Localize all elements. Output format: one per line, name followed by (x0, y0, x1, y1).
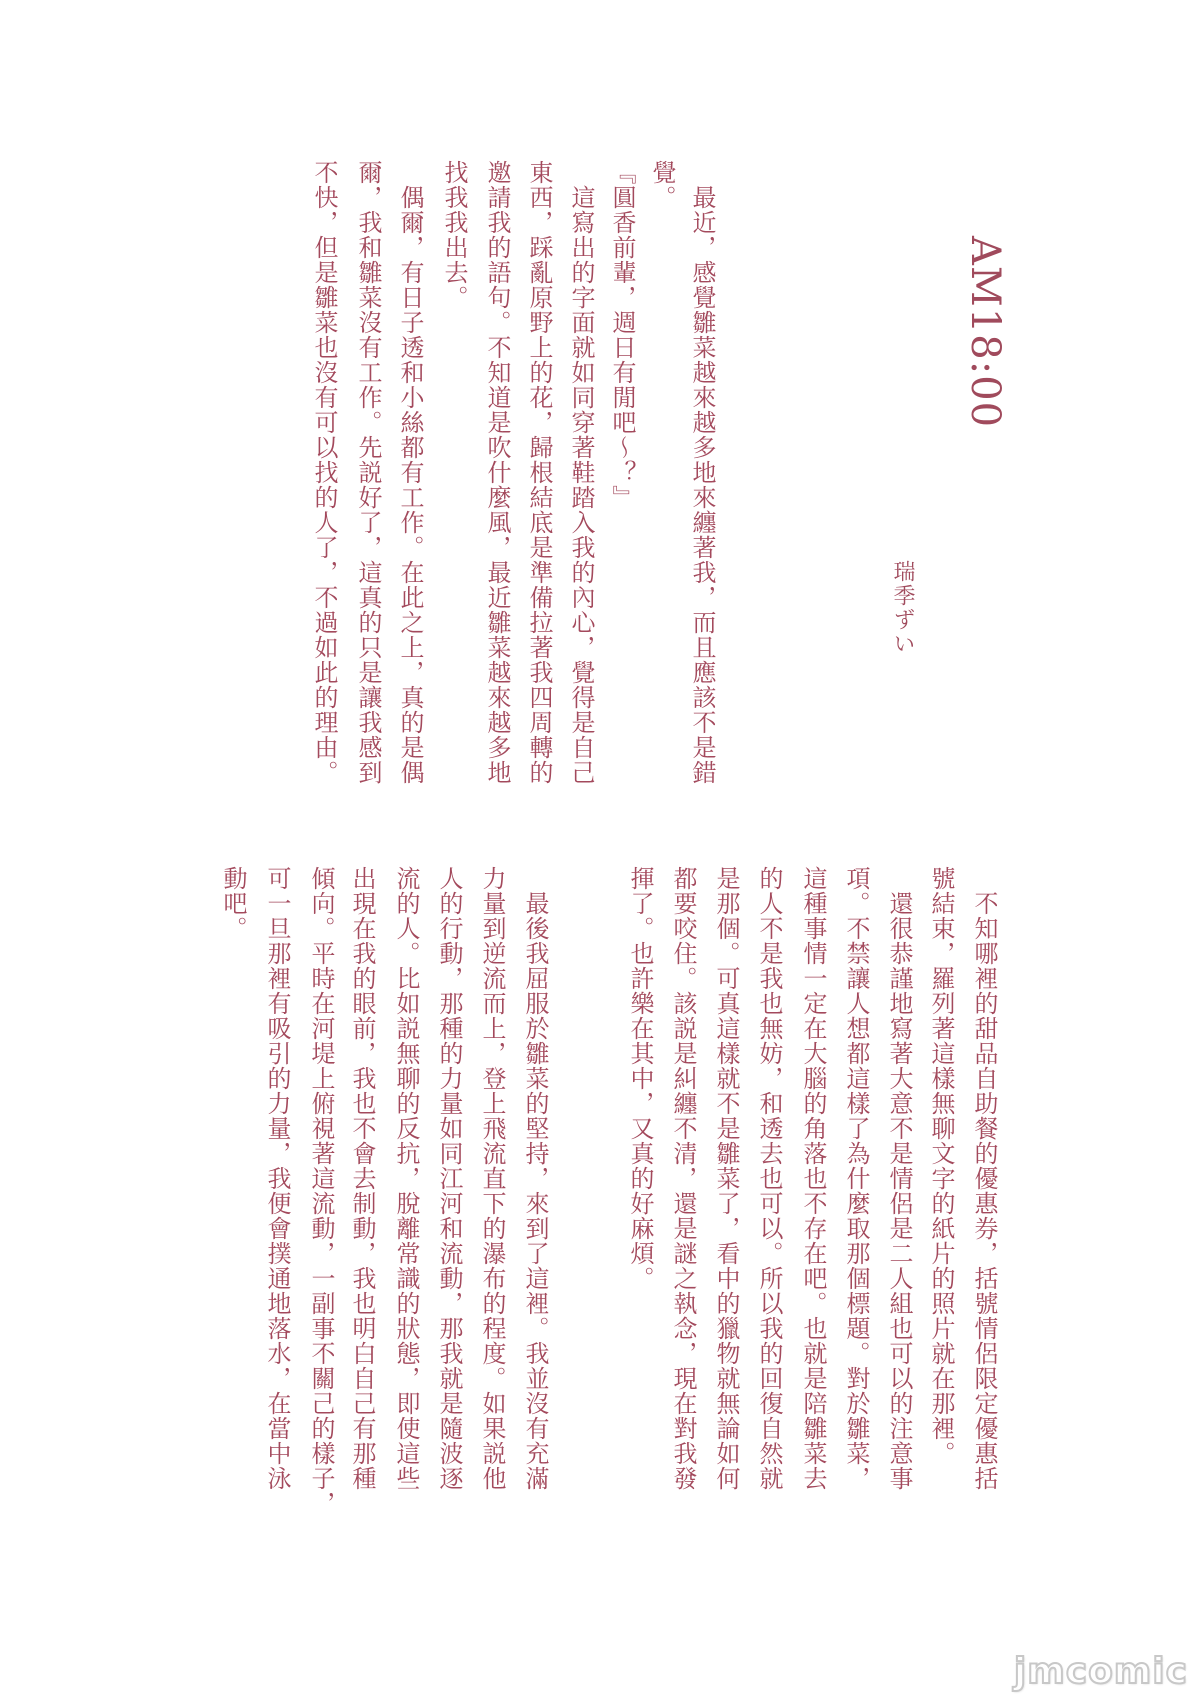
author-name: 瑞季ずい (890, 560, 915, 656)
text-column: 這種事情一定在大腦的角落也不存在吧。也就是陪雛菜去 (799, 866, 827, 1491)
text-column: 找我我出去。 (440, 160, 468, 310)
text-column: 邀請我的語句。不知道是吹什麼風，最近雛菜越來越多地 (483, 160, 511, 785)
text-column: 東西，踩亂原野上的花，歸根結底是準備拉著我四周轉的 (525, 160, 553, 785)
chapter-title: AM18:00 (962, 236, 1008, 429)
text-column: 偶爾，有日子透和小絲都有工作。在此之上，真的是偶 (396, 160, 424, 785)
text-column: 『圓香前輩，週日有閒吧～？』 (608, 160, 636, 510)
text-column: 爾，我和雛菜沒有工作。先説好了，這真的只是讓我感到 (354, 160, 382, 785)
text-column: 可一旦那裡有吸引的力量，我便會撲通地落水，在當中泳 (263, 866, 291, 1491)
text-column: 傾向。平時在河堤上俯視著這流動，一副事不關己的樣子， (307, 866, 335, 1516)
text-column: 動吧。 (219, 866, 247, 941)
text-column: 不快，但是雛菜也沒有可以找的人了，不過如此的理由。 (310, 160, 338, 785)
text-column: 最近，感覺雛菜越來越多地來纏著我，而且應該不是錯 (688, 160, 716, 785)
text-column: 都要咬住。該説是糾纏不清，還是謎之執念，現在對我發 (669, 866, 697, 1491)
text-column: 揮了。也許樂在其中，又真的好麻煩。 (626, 866, 654, 1291)
text-column: 不知哪裡的甜品自助餐的優惠券，括號情侶限定優惠括 (970, 866, 998, 1491)
text-column: 項。不禁讓人想都這樣了為什麼取那個標題。對於雛菜， (842, 866, 870, 1491)
text-column: 最後我屈服於雛菜的堅持，來到了這裡。我並沒有充滿 (521, 866, 549, 1491)
text-column: 力量到逆流而上，登上飛流直下的瀑布的程度。如果説他 (478, 866, 506, 1491)
text-column: 是那個。可真這樣就不是雛菜了，看中的獵物就無論如何 (712, 866, 740, 1491)
text-column: 號結束，羅列著這樣無聊文字的紙片的照片就在那裡。 (927, 866, 955, 1466)
text-column: 的人不是我也無妨，和透去也可以。所以我的回復自然就 (755, 866, 783, 1491)
text-column: 還很恭謹地寫著大意不是情侶是二人組也可以的注意事 (885, 866, 913, 1491)
watermark-logo: jmcomic (1013, 1651, 1188, 1692)
text-column: 出現在我的眼前，我也不會去制動，我也明白自己有那種 (348, 866, 376, 1491)
text-column: 人的行動，那種的力量如同江河和流動，那我就是隨波逐 (435, 866, 463, 1491)
text-column: 這寫出的字面就如同穿著鞋踏入我的內心，覺得是自己 (567, 160, 595, 785)
text-column: 流的人。比如説無聊的反抗，脫離常識的狀態，即使這些 (392, 866, 420, 1491)
text-column: 覺。 (648, 160, 676, 210)
